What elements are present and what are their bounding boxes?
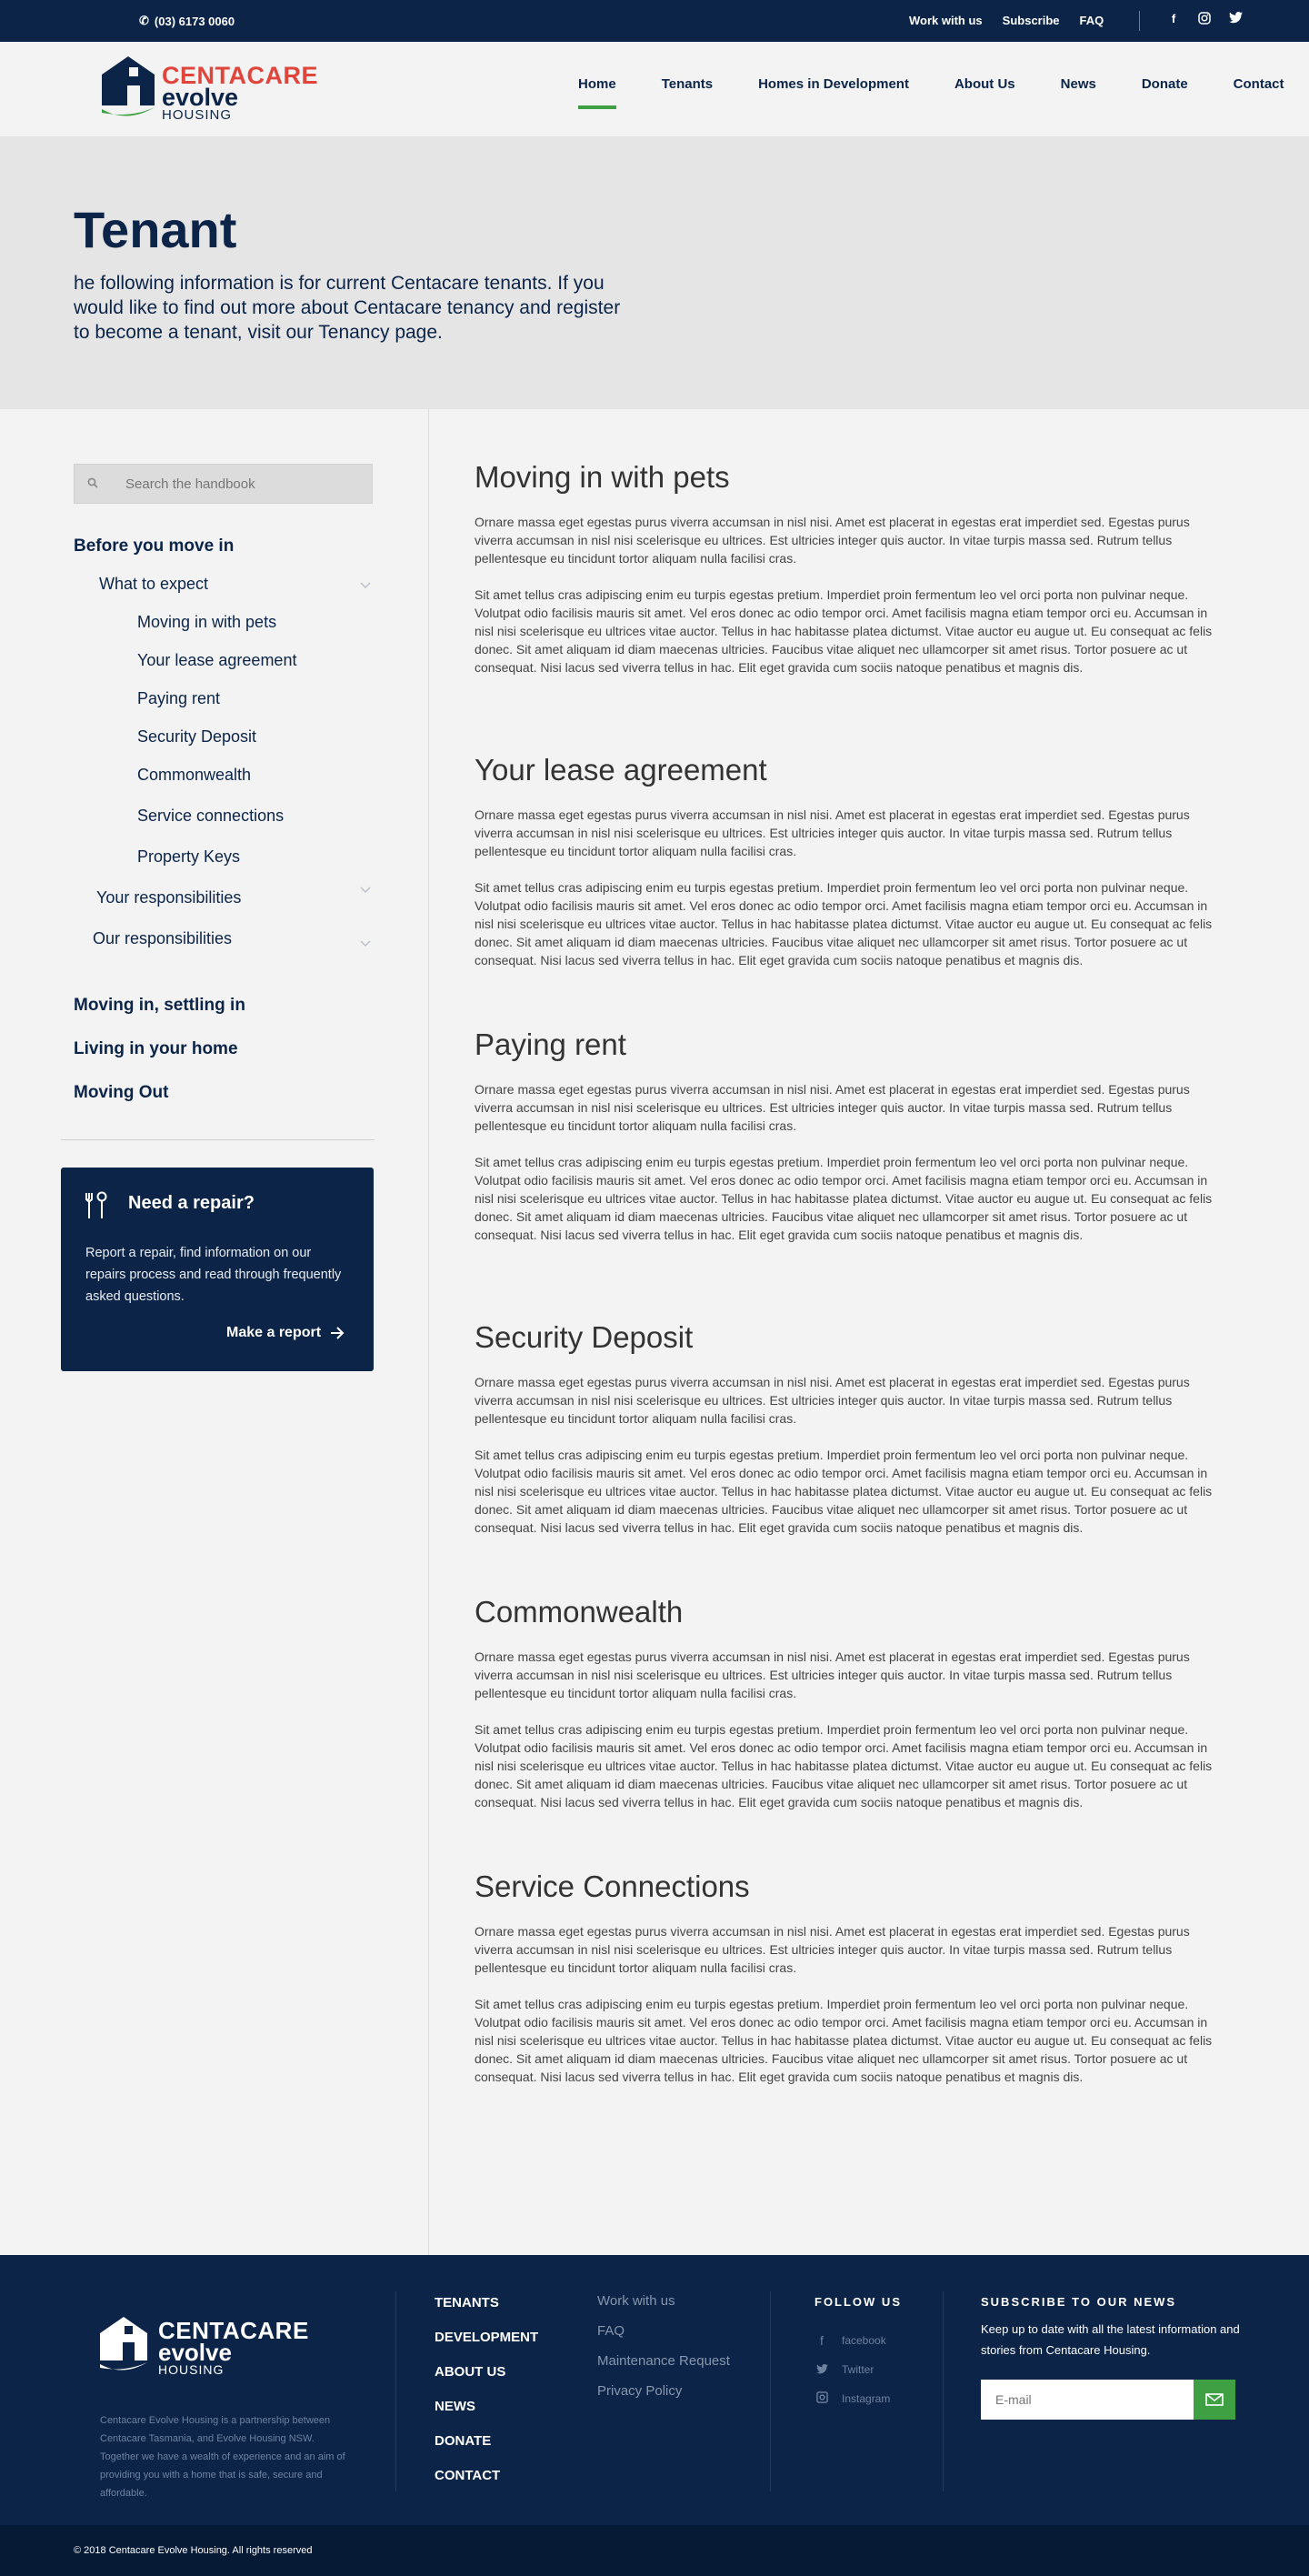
section-paragraph: Ornare massa eget egestas purus viverra accumsan in nisl nisi. Amet est placerat in egestas erat imperdiet sed. Egestas purus viverra accumsan in nisl nisi scelerisque eu ultrices. Est ultricies integer quis auctor. In vitae turpis massa sed. Rutrum tellus pellentesque eu tincidunt tortor aliquam nulla facilisi cras. <box>475 1375 1190 1426</box>
section-paragraph: Sit amet tellus cras adipiscing enim eu turpis egestas pretium. Imperdiet proin fermentum leo vel orci porta non pulvinar neque. Volutpat odio facilisis mauris sit amet. Vel eros donec ac odio tempor orci. Amet facilisis magna etiam tempor orci eu. Accumsan in nisl nisi scelerisque eu ultrices vitae auctor. Tellus in hac habitasse platea dictumst. Vitae auctor eu augue ut. Eu consequat ac felis donec. Sit amet aliquam id diam maecenas ultricies. Faucibus vitae aliquet nec ullamcorper sit amet risus. Tortor posuere ac ut consequat. Nisi lacus sed viverra tellus in hac. Elit eget gravida cum sociis natoque penatibus et magnis dis. <box>475 1448 1213 1535</box>
logo-text-housing: HOUSING <box>162 107 233 123</box>
facebook-icon[interactable]: f <box>1171 12 1176 25</box>
section-commonwealth <box>475 1595 1220 1829</box>
search-input[interactable] <box>125 476 344 492</box>
sidebar-property-keys[interactable]: Property Keys <box>137 847 241 866</box>
section-heading: Paying rent <box>475 1027 626 1061</box>
envelope-icon <box>1205 2393 1224 2406</box>
sidebar-before-you-move-in[interactable]: Before you move in <box>74 536 235 556</box>
footer-secondary-links <box>597 2293 730 2413</box>
sidebar-your-lease-agreement[interactable]: Your lease agreement <box>137 651 297 669</box>
section-paragraph: Ornare massa eget egestas purus viverra accumsan in nisl nisi. Amet est placerat in egestas erat imperdiet sed. Egestas purus viverra accumsan in nisl nisi scelerisque eu ultrices. Est ultricies integer quis auctor. In vitae turpis massa sed. Rutrum tellus pellentesque eu tincidunt tortor aliquam nulla facilisi cras. <box>475 807 1190 858</box>
section-paragraph: Sit amet tellus cras adipiscing enim eu turpis egestas pretium. Imperdiet proin fermentum leo vel orci porta non pulvinar neque. Volutpat odio facilisis mauris sit amet. Vel eros donec ac odio tempor orci. Amet facilisis magna etiam tempor orci eu. Accumsan in nisl nisi scelerisque eu ultrices vitae auctor. Tellus in hac habitasse platea dictumst. Vitae auctor eu augue ut. Eu consequat ac felis donec. Sit amet aliquam id diam maecenas ultricies. Faucibus vitae aliquet nec ullamcorper sit amet risus. Tortor posuere ac ut consequat. Nisi lacus sed viverra tellus in hac. Elit eget gravida cum sociis natoque penatibus et magnis dis. <box>475 1997 1213 2084</box>
section-paragraph: Sit amet tellus cras adipiscing enim eu turpis egestas pretium. Imperdiet proin fermentum leo vel orci porta non pulvinar neque. Volutpat odio facilisis mauris sit amet. Vel eros donec ac odio tempor orci. Amet facilisis magna etiam tempor orci eu. Accumsan in nisl nisi scelerisque eu ultrices vitae auctor. Tellus in hac habitasse platea dictumst. Vitae auctor eu augue ut. Eu consequat ac felis donec. Sit amet aliquam id diam maecenas ultricies. Faucibus vitae aliquet nec ullamcorper sit amet risus. Tortor posuere ac ut consequat. Nisi lacus sed viverra tellus in hac. Elit eget gravida cum sociis natoque penatibus et magnis dis. <box>475 1722 1213 1809</box>
nav-tenants[interactable]: Tenants <box>661 76 714 92</box>
section-paragraph: Sit amet tellus cras adipiscing enim eu turpis egestas pretium. Imperdiet proin fermentum leo vel orci porta non pulvinar neque. Volutpat odio facilisis mauris sit amet. Vel eros donec ac odio tempor orci. Amet facilisis magna etiam tempor orci eu. Accumsan in nisl nisi scelerisque eu ultrices vitae auctor. Tellus in hac habitasse platea dictumst. Vitae auctor eu augue ut. Eu consequat ac felis donec. Sit amet aliquam id diam maecenas ultricies. Faucibus vitae aliquet nec ullamcorper sit amet risus. Tortor posuere ac ut consequat. Nisi lacus sed viverra tellus in hac. Elit eget gravida cum sociis natoque penatibus et magnis dis. <box>475 587 1213 675</box>
page-title: Tenant <box>74 201 237 258</box>
footer-divider <box>395 2291 396 2491</box>
footer-logo-text-evolve: evolve <box>158 2339 232 2366</box>
nav-about-us[interactable]: About Us <box>954 76 1015 92</box>
sidebar-your-responsibilities[interactable]: Your responsibilities <box>96 888 242 907</box>
footer-social-instagram[interactable]: Instagram <box>814 2391 960 2406</box>
section-heading: Moving in with pets <box>475 460 730 494</box>
section-paragraph: Ornare massa eget egestas purus viverra accumsan in nisl nisi. Amet est placerat in egestas erat imperdiet sed. Egestas purus viverra accumsan in nisl nisi scelerisque eu ultrices. Est ultricies integer quis auctor. In vitae turpis massa sed. Rutrum tellus pellentesque eu tincidunt tortor aliquam nulla facilisi cras. <box>475 515 1190 566</box>
site-logo[interactable] <box>100 55 318 123</box>
footer-link-work-with-us[interactable]: Work with us <box>597 2293 675 2309</box>
section-heading: Commonwealth <box>475 1595 684 1629</box>
sidebar-moving-in-with-pets[interactable]: Moving in with pets <box>137 613 277 631</box>
footer-link-privacy-policy[interactable]: Privacy Policy <box>597 2383 683 2399</box>
email-input[interactable] <box>995 2392 1177 2407</box>
instagram-icon <box>814 2391 829 2406</box>
phone-number[interactable]: ✆ (03) 6173 0060 <box>139 14 235 28</box>
chevron-down-icon[interactable] <box>359 937 372 949</box>
footer-link-news[interactable]: NEWS <box>435 2399 475 2414</box>
sidebar-divider <box>428 409 429 2255</box>
sidebar-paying-rent[interactable]: Paying rent <box>137 689 221 707</box>
top-link-faq[interactable]: FAQ <box>1079 14 1104 27</box>
house-logo-icon <box>100 55 156 122</box>
sidebar-moving-out[interactable]: Moving Out <box>74 1083 169 1102</box>
footer-logo[interactable] <box>98 2315 316 2379</box>
footer-social-facebook[interactable]: f facebook <box>814 2333 960 2348</box>
top-link-work-with-us[interactable]: Work with us <box>909 14 983 27</box>
footer-primary-links <box>435 2295 538 2502</box>
copyright-text: © 2018 Centacare Evolve Housing. All rights reserved <box>74 2545 313 2556</box>
footer-description: Centacare Evolve Housing is a partnership between Centacare Tasmania, and Evolve Housing NSW. Together we have a wealth of experience and an aim of providing you with a home that is safe, secure and affordable. <box>100 2415 345 2499</box>
site-footer <box>0 2255 1309 2525</box>
subscribe-title: SUBSCRIBE TO OUR NEWS <box>981 2295 1177 2309</box>
hero-intro: he following information is for current Centacare tenants. If you would like to find out more about Centacare tenancy and register to become a tenant, visit our Tenancy page. <box>74 273 621 343</box>
copyright-bar <box>0 2525 1309 2576</box>
footer-link-development[interactable]: DEVELOPMENT <box>435 2330 539 2345</box>
section-heading: Security Deposit <box>475 1320 694 1354</box>
sidebar-commonwealth[interactable]: Commonwealth <box>137 766 252 784</box>
hero-banner <box>0 136 1309 409</box>
section-heading: Service Connections <box>475 1869 750 1903</box>
repair-title: Need a repair? <box>128 1193 255 1213</box>
twitter-icon <box>814 2362 829 2377</box>
top-social <box>1165 12 1244 27</box>
footer-link-about-us[interactable]: ABOUT US <box>435 2364 506 2380</box>
sidebar-service-connections[interactable]: Service connections <box>137 807 285 825</box>
section-moving-in-with-pets <box>475 460 1220 695</box>
arrow-right-icon <box>330 1327 345 1339</box>
sidebar-security-deposit[interactable]: Security Deposit <box>137 727 257 746</box>
section-paragraph: Sit amet tellus cras adipiscing enim eu turpis egestas pretium. Imperdiet proin fermentum leo vel orci porta non pulvinar neque. Volutpat odio facilisis mauris sit amet. Vel eros donec ac odio tempor orci. Amet facilisis magna etiam tempor orci eu. Accumsan in nisl nisi scelerisque eu ultrices vitae auctor. Tellus in hac habitasse platea dictumst. Vitae auctor eu augue ut. Eu consequat ac felis donec. Sit amet aliquam id diam maecenas ultricies. Faucibus vitae aliquet nec ullamcorper sit amet risus. Tortor posuere ac ut consequat. Nisi lacus sed viverra tellus in hac. Elit eget gravida cum sociis natoque penatibus et magnis dis. <box>475 880 1213 967</box>
section-service-connections <box>475 1869 1220 2104</box>
nav-donate[interactable]: Donate <box>1141 76 1188 92</box>
site-header <box>0 42 1309 136</box>
top-bar <box>0 0 1309 42</box>
nav-home[interactable]: Home <box>578 76 616 100</box>
sidebar-separator <box>61 1139 375 1140</box>
footer-divider <box>943 2291 944 2491</box>
sidebar-living-in-your-home[interactable]: Living in your home <box>74 1039 238 1058</box>
chevron-down-icon[interactable] <box>359 883 372 896</box>
make-report-button[interactable]: Make a report <box>226 1325 345 1341</box>
nav-contact[interactable]: Contact <box>1233 76 1284 92</box>
footer-logo-text-housing: HOUSING <box>158 2362 225 2377</box>
footer-link-donate[interactable]: DONATE <box>435 2433 492 2449</box>
footer-logo-text-centacare: CENTACARE <box>158 2317 309 2344</box>
section-paying-rent <box>475 1027 1220 1262</box>
instagram-icon[interactable] <box>1196 12 1213 27</box>
section-heading: Your lease agreement <box>475 753 767 787</box>
top-links <box>909 14 1104 27</box>
footer-link-contact[interactable]: CONTACT <box>435 2468 501 2483</box>
top-link-subscribe[interactable]: Subscribe <box>1002 14 1060 27</box>
handbook-search[interactable] <box>74 464 373 504</box>
subscribe-text: Keep up to date with all the latest information and stories from Centacare Housing. <box>981 2322 1240 2357</box>
logo-text-centacare: CENTACARE <box>162 62 318 89</box>
phone-icon: ✆ <box>139 14 149 27</box>
top-divider <box>1139 11 1140 31</box>
footer-divider <box>770 2291 771 2491</box>
nav-news[interactable]: News <box>1060 76 1096 92</box>
repair-text: Report a repair, find information on our repairs process and read through frequently asked questions. <box>85 1246 342 1304</box>
facebook-icon: f <box>820 2333 824 2348</box>
logo-text-evolve: evolve <box>162 84 239 111</box>
chevron-down-icon[interactable] <box>359 578 372 591</box>
footer-social-twitter[interactable]: Twitter <box>814 2362 960 2377</box>
follow-us-title: FOLLOW US <box>814 2295 902 2309</box>
tools-icon <box>85 1191 108 1220</box>
sidebar-what-to-expect[interactable]: What to expect <box>99 575 209 593</box>
nav-homes-in-development[interactable]: Homes in Development <box>758 76 909 92</box>
email-field[interactable] <box>981 2380 1194 2420</box>
search-icon <box>87 477 107 491</box>
footer-link-faq[interactable]: FAQ <box>597 2323 625 2339</box>
footer-link-tenants[interactable]: TENANTS <box>435 2295 499 2310</box>
footer-link-maintenance-request[interactable]: Maintenance Request <box>597 2353 730 2369</box>
subscribe-button[interactable] <box>1194 2380 1235 2420</box>
section-paragraph: Ornare massa eget egestas purus viverra accumsan in nisl nisi. Amet est placerat in egestas erat imperdiet sed. Egestas purus viverra accumsan in nisl nisi scelerisque eu ultrices. Est ultricies integer quis auctor. In vitae turpis massa sed. Rutrum tellus pellentesque eu tincidunt tortor aliquam nulla facilisi cras. <box>475 1649 1190 1700</box>
section-security-deposit <box>475 1320 1220 1555</box>
section-your-lease-agreement <box>475 753 1220 987</box>
section-paragraph: Ornare massa eget egestas purus viverra accumsan in nisl nisi. Amet est placerat in egestas erat imperdiet sed. Egestas purus viverra accumsan in nisl nisi scelerisque eu ultrices. Est ultricies integer quis auctor. In vitae turpis massa sed. Rutrum tellus pellentesque eu tincidunt tortor aliquam nulla facilisi cras. <box>475 1924 1190 1975</box>
sidebar-moving-in-settling-in[interactable]: Moving in, settling in <box>74 996 245 1015</box>
house-logo-icon <box>98 2315 149 2375</box>
section-paragraph: Ornare massa eget egestas purus viverra accumsan in nisl nisi. Amet est placerat in egestas erat imperdiet sed. Egestas purus viverra accumsan in nisl nisi scelerisque eu ultrices. Est ultricies integer quis auctor. In vitae turpis massa sed. Rutrum tellus pellentesque eu tincidunt tortor aliquam nulla facilisi cras. <box>475 1082 1190 1133</box>
sidebar-our-responsibilities[interactable]: Our responsibilities <box>93 929 233 947</box>
section-paragraph: Sit amet tellus cras adipiscing enim eu turpis egestas pretium. Imperdiet proin fermentum leo vel orci porta non pulvinar neque. Volutpat odio facilisis mauris sit amet. Vel eros donec ac odio tempor orci. Amet facilisis magna etiam tempor orci eu. Accumsan in nisl nisi scelerisque eu ultrices vitae auctor. Tellus in hac habitasse platea dictumst. Vitae auctor eu augue ut. Eu consequat ac felis donec. Sit amet aliquam id diam maecenas ultricies. Faucibus vitae aliquet nec ullamcorper sit amet risus. Tortor posuere ac ut consequat. Nisi lacus sed viverra tellus in hac. Elit eget gravida cum sociis natoque penatibus et magnis dis. <box>475 1155 1213 1242</box>
twitter-icon[interactable] <box>1227 12 1244 27</box>
main-nav <box>578 76 1284 100</box>
repair-card <box>61 1168 374 1371</box>
